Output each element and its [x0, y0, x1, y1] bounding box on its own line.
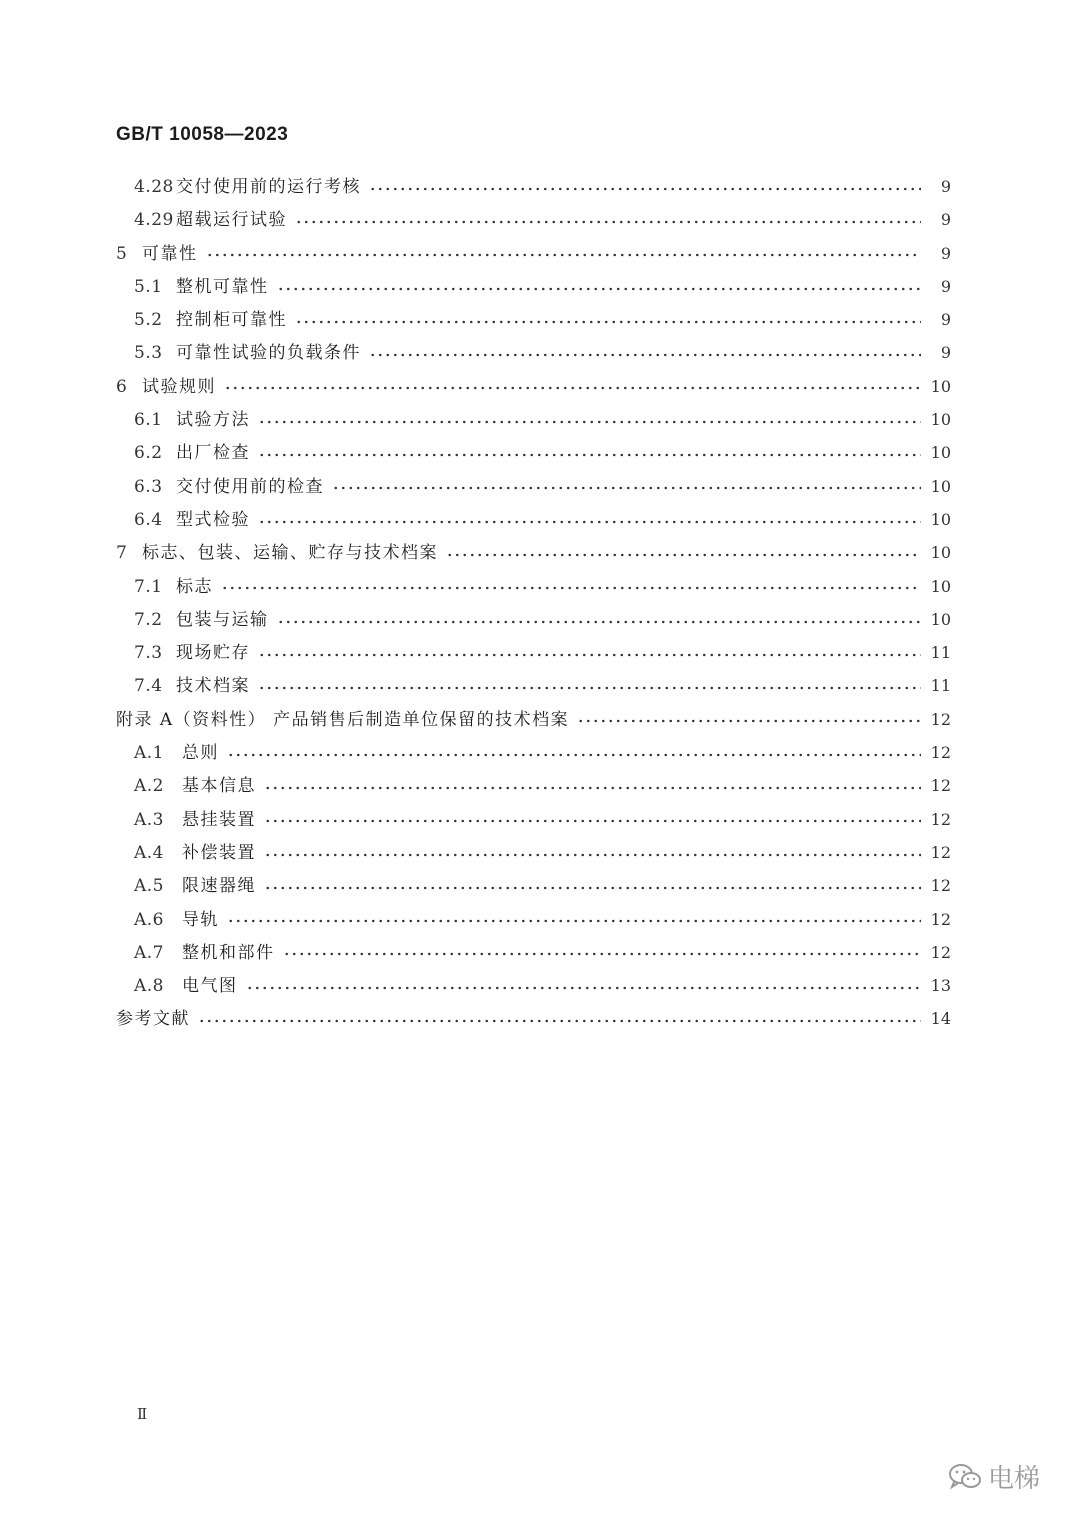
- toc-entry-page: 10: [930, 443, 951, 463]
- toc-entry[interactable]: [0, 1004, 1080, 1037]
- toc-entry-number: 5.3: [134, 343, 163, 364]
- toc-entry[interactable]: [0, 505, 1080, 538]
- toc-entry-page: 14: [930, 1009, 951, 1029]
- toc-entry[interactable]: [0, 338, 1080, 371]
- toc-entry[interactable]: [0, 838, 1080, 871]
- toc-leader-dots: [198, 1015, 921, 1027]
- toc-entry[interactable]: [0, 638, 1080, 671]
- toc-entry[interactable]: [0, 605, 1080, 638]
- toc-entry-number: A.4: [134, 842, 164, 863]
- toc-entry-title: 型式检验: [176, 509, 250, 530]
- toc-entry-number: 6: [116, 376, 128, 397]
- toc-entry-number: 4.29: [134, 210, 174, 231]
- toc-entry-title: 试验规则: [142, 376, 216, 397]
- toc-entry[interactable]: [0, 938, 1080, 971]
- table-of-contents: [0, 172, 1080, 1038]
- toc-leader-dots: [295, 316, 921, 328]
- toc-entry[interactable]: [0, 205, 1080, 238]
- toc-entry-title: 整机可靠性: [176, 276, 269, 297]
- toc-entry-title: 整机和部件: [182, 942, 275, 963]
- toc-entry-page: 9: [940, 243, 951, 263]
- toc-entry-title: 技术档案: [176, 676, 250, 697]
- toc-leader-dots: [258, 682, 921, 694]
- toc-entry-page: 12: [930, 743, 951, 763]
- toc-entry-number: 6.3: [134, 476, 163, 497]
- toc-entry-number: 7.1: [134, 576, 163, 597]
- toc-entry-number: A.1: [134, 743, 164, 764]
- toc-leader-dots: [283, 948, 922, 960]
- toc-entry-page: 12: [930, 809, 951, 829]
- toc-entry-page: 10: [930, 376, 951, 396]
- toc-entry[interactable]: [0, 472, 1080, 505]
- toc-entry-number: 7.4: [134, 676, 163, 697]
- toc-leader-dots: [224, 382, 921, 394]
- toc-entry-page: 9: [940, 310, 951, 330]
- toc-entry[interactable]: [0, 272, 1080, 305]
- toc-leader-dots: [264, 849, 921, 861]
- toc-leader-dots: [277, 616, 922, 628]
- watermark: [948, 1458, 1040, 1495]
- toc-entry-page: 10: [930, 576, 951, 596]
- toc-entry[interactable]: [0, 871, 1080, 904]
- toc-entry-number: A.6: [134, 909, 164, 930]
- toc-leader-dots: [258, 516, 921, 528]
- toc-entry[interactable]: [0, 172, 1080, 205]
- toc-leader-dots: [295, 216, 921, 228]
- toc-entry-title: 可靠性: [142, 243, 198, 264]
- toc-entry[interactable]: [0, 372, 1080, 405]
- toc-leader-dots: [264, 782, 921, 794]
- toc-entry-number: 7: [116, 543, 128, 564]
- toc-entry-page: 10: [930, 410, 951, 430]
- toc-entry-title: 基本信息: [182, 776, 256, 797]
- toc-entry-page: 12: [930, 842, 951, 862]
- toc-entry-page: 12: [930, 709, 951, 729]
- toc-entry-title: 参考文献: [116, 1009, 190, 1030]
- toc-entry-title: 补偿装置: [182, 842, 256, 863]
- toc-entry[interactable]: [0, 572, 1080, 605]
- toc-entry-title: 现场贮存: [176, 643, 250, 664]
- toc-entry-page: 9: [940, 276, 951, 296]
- toc-entry-number: 7.3: [134, 643, 163, 664]
- toc-entry[interactable]: [0, 671, 1080, 704]
- toc-entry[interactable]: [0, 438, 1080, 471]
- toc-entry-number: A.7: [134, 942, 164, 963]
- toc-entry-number: 6.2: [134, 443, 163, 464]
- toc-entry-number: 6.4: [134, 509, 163, 530]
- toc-leader-dots: [258, 449, 921, 461]
- toc-entry[interactable]: [0, 905, 1080, 938]
- toc-leader-dots: [206, 249, 922, 261]
- toc-entry-page: 10: [930, 509, 951, 529]
- watermark-text: 电梯: [988, 1464, 1041, 1494]
- toc-leader-dots: [227, 915, 921, 927]
- toc-entry-page: 11: [930, 643, 951, 663]
- toc-entry[interactable]: [0, 805, 1080, 838]
- toc-leader-dots: [446, 549, 921, 561]
- toc-entry-title: 悬挂装置: [182, 809, 256, 830]
- toc-entry-page: 10: [930, 609, 951, 629]
- toc-entry[interactable]: [0, 305, 1080, 338]
- toc-entry-page: 9: [940, 343, 951, 363]
- toc-entry-number: 6.1: [134, 410, 163, 431]
- toc-entry-number: 4.28: [134, 177, 174, 197]
- toc-entry[interactable]: [0, 405, 1080, 438]
- toc-entry-page: 12: [930, 876, 951, 896]
- toc-leader-dots: [369, 183, 921, 195]
- toc-entry-title: 导轨: [182, 909, 219, 930]
- toc-entry-page: 10: [930, 476, 951, 496]
- toc-entry[interactable]: [0, 239, 1080, 272]
- toc-entry-number: 5.2: [134, 310, 163, 331]
- toc-entry[interactable]: [0, 971, 1080, 1004]
- toc-leader-dots: [258, 416, 921, 428]
- wechat-icon: [948, 1463, 982, 1491]
- toc-entry-title: 超载运行试验: [176, 210, 287, 231]
- toc-entry-page: 11: [930, 676, 951, 696]
- toc-entry-page: 12: [930, 909, 951, 929]
- toc-entry-title: 总则: [182, 743, 219, 764]
- toc-entry-title: 交付使用前的检查: [176, 476, 324, 497]
- toc-entry-title: 交付使用前的运行考核: [176, 177, 361, 197]
- toc-entry-number: 5: [116, 243, 128, 264]
- toc-leader-dots: [369, 349, 921, 361]
- toc-entry-number: 7.2: [134, 609, 163, 630]
- toc-leader-dots: [277, 283, 922, 295]
- toc-entry-title: 标志、包装、运输、贮存与技术档案: [142, 543, 438, 564]
- toc-entry-title: 限速器绳: [182, 876, 256, 897]
- toc-entry-title: 出厂检查: [176, 443, 250, 464]
- toc-entry-title: 标志: [176, 576, 213, 597]
- toc-leader-dots: [577, 715, 921, 727]
- standard-code: GB/T 10058—2023: [116, 124, 289, 145]
- toc-entry-title: 试验方法: [176, 410, 250, 431]
- toc-entry-title: 可靠性试验的负载条件: [176, 343, 361, 364]
- toc-leader-dots: [227, 749, 921, 761]
- toc-entry-number: A.8: [134, 976, 164, 997]
- toc-entry-page: 10: [930, 543, 951, 563]
- toc-entry-title: 电气图: [182, 976, 238, 997]
- toc-leader-dots: [258, 649, 921, 661]
- toc-leader-dots: [264, 815, 921, 827]
- toc-entry-page: 12: [930, 942, 951, 962]
- toc-entry-title: 附录 A（资料性） 产品销售后制造单位保留的技术档案: [116, 709, 570, 730]
- toc-entry[interactable]: [0, 771, 1080, 804]
- toc-entry-page: 9: [940, 177, 951, 196]
- toc-entry-number: 5.1: [134, 276, 163, 297]
- toc-entry-title: 包装与运输: [176, 609, 269, 630]
- toc-entry-page: 12: [930, 776, 951, 796]
- toc-entry-title: 控制柜可靠性: [176, 310, 287, 331]
- toc-entry[interactable]: [0, 705, 1080, 738]
- toc-entry[interactable]: [0, 738, 1080, 771]
- toc-entry-number: A.2: [134, 776, 164, 797]
- toc-entry-page: 13: [930, 976, 951, 996]
- toc-leader-dots: [246, 982, 922, 994]
- toc-entry[interactable]: [0, 538, 1080, 571]
- toc-leader-dots: [332, 482, 921, 494]
- toc-leader-dots: [221, 582, 921, 594]
- toc-entry-number: A.3: [134, 809, 164, 830]
- toc-leader-dots: [264, 882, 921, 894]
- toc-entry-page: 9: [940, 210, 951, 230]
- toc-entry-number: A.5: [134, 876, 164, 897]
- page-number: Ⅱ: [137, 1405, 148, 1423]
